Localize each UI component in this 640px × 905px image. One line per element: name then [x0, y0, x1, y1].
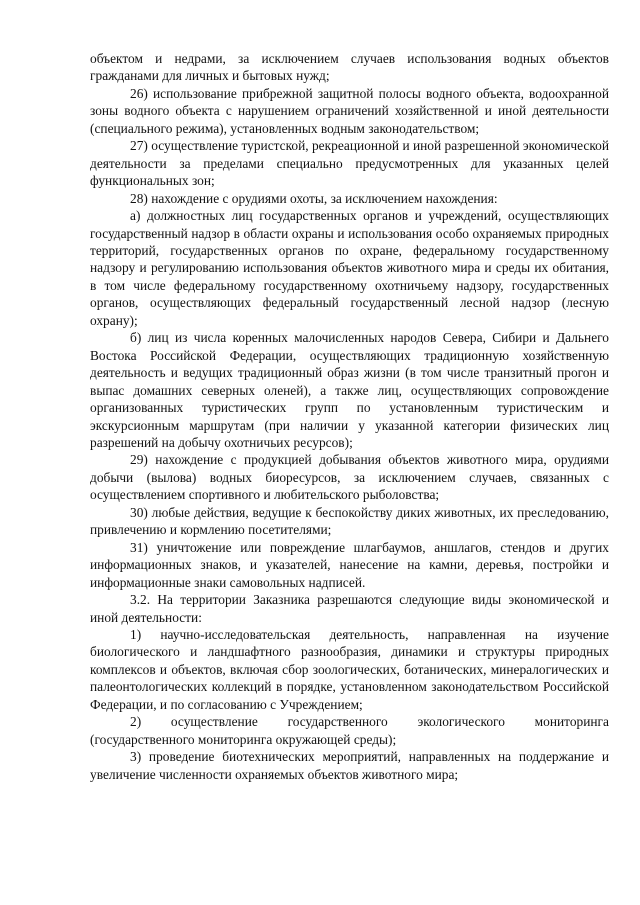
paragraph-item-27: 27) осуществление туристской, рекреационной и иной разрешенной экономической деятельности за пределами специально предусмотренных для указанных целей функциональных зон; [90, 138, 610, 189]
paragraph-allowed-2: 2) осуществление государственного экологического мониторинга (государственного мониторинга окружающей среды); [90, 714, 609, 747]
paragraph-item-31: 31) уничтожение или повреждение шлагбаумов, аншлагов, стендов и других информационных знаков, и указателей, нанесение на камни, деревья, постройки и информационные знаки самовольных надписей. [90, 539, 609, 590]
paragraph-item-29: 29) нахождение с продукцией добывания объектов животного мира, орудиями добычи (вылова) водных биоресурсов, за исключением случаев, связанных с осуществлением спортивного и любительского рыболовства; [90, 452, 609, 503]
paragraph-continuation: объектом и недрами, за исключением случаев использования водных объектов гражданами для личных и бытовых нужд; [90, 51, 609, 84]
paragraph-item-26: 26) использование прибрежной защитной полосы водного объекта, водоохранной зоны водного объекта с нарушением ограничений хозяйственной и иной деятельности (специального режима), установленных водным законодательством; [90, 85, 609, 136]
paragraph-allowed-1: 1) научно-исследовательская деятельность, направленная на изучение биологического и ландшафтного разнообразия, динамики и структуры природных комплексов и объектов, включая сбор зоологических, ботанических, минералогических и палеонтологических коллекций в порядке, установленном законодательством Российской Федерации, и по согласованию с Учреждением; [90, 626, 609, 712]
section-3-2-heading: 3.2. На территории Заказника разрешаются следующие виды экономической и иной деятельности: [90, 592, 609, 625]
paragraph-item-28a: а) должностных лиц государственных органов и учреждений, осуществляющих государственный надзор в области охраны и использования особо охраняемых природных территорий, государственных органов по охране, федеральному государственному надзору и регулированию использования объектов животного мира и среды их обитания, в том числе федеральному государственному охотничьему надзору, государственных органов, осуществляющих федеральный государственный лесной надзор (лесную охрану); [90, 208, 609, 328]
paragraph-item-30: 30) любые действия, ведущие к беспокойству диких животных, их преследованию, привлечению и кормлению посетителями; [90, 504, 609, 538]
paragraph-item-28: 28) нахождение с орудиями охоты, за исключением нахождения: [130, 190, 498, 206]
paragraph-allowed-3: 3) проведение биотехнических мероприятий, направленных на поддержание и увеличение численности охраняемых объектов животного мира; [90, 749, 609, 782]
paragraph-item-28b: б) лиц из числа коренных малочисленных народов Севера, Сибири и Дальнего Востока Российской Федерации, осуществляющих традиционную хозяйственную деятельность и ведущих традиционный образ жизни (в том числе транзитный прогон и выпас домашних северных оленей), а также лиц, осуществляющих сопровождение организованных туристических групп по установленным туристическим и экскурсионным маршрутам (при наличии у указанной категории физических лиц разрешений на добычу охотничьих ресурсов); [90, 330, 609, 450]
